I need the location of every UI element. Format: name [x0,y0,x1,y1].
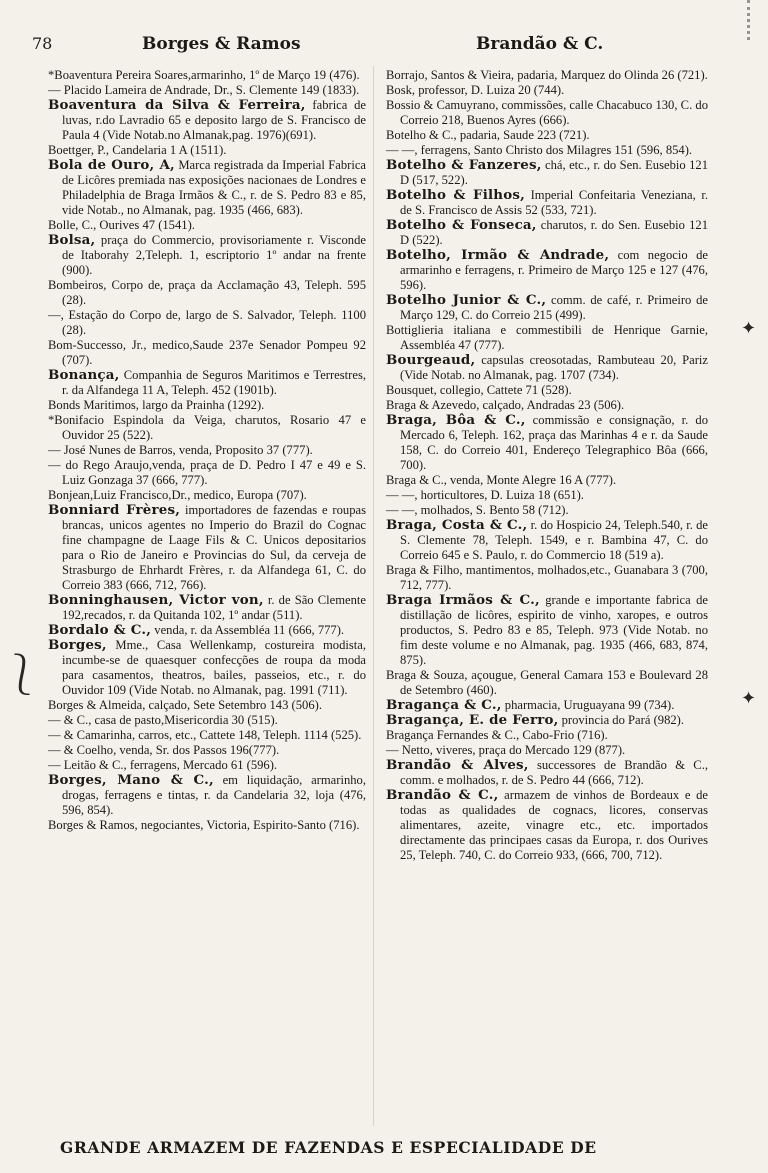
entry-text: — & Coelho, venda, Sr. dos Passos 196(777). [48,743,280,757]
directory-entry [386,158,708,188]
directory-entry [386,128,708,143]
directory-entry [386,713,708,728]
footer-banner: GRANDE ARMAZEM DE FAZENDAS E ESPECIALIDADE DE [60,1138,597,1157]
directory-entry [48,143,366,158]
directory-entry [386,83,708,98]
margin-mark-icon: ✦ [741,318,757,338]
entry-text: provincia do Pará (982). [558,713,685,727]
running-header [28,34,718,60]
entry-text: r. do Hospicio 24, Teleph.540, r. de S. Clemente 78, Teleph. 1549, e r. Bambina 47, C. do Correio 645 e S. Paulo, r. do Commercio 18 (519 a). [400,518,708,562]
directory-entry [48,458,366,488]
directory-entry [48,713,366,728]
directory-entry [386,668,708,698]
entry-name: Brandão & C., [386,787,499,803]
directory-entry [386,248,708,293]
entry-text: comm. de café, r. Primeiro de Março 129, C. do Correio 215 (499). [400,293,708,322]
page-number: 78 [32,34,53,53]
entry-text: — do Rego Araujo,venda, praça de D. Pedro I 47 e 49 e S. Luiz Gonzaga 37 (666, 777). [48,458,366,487]
directory-entry [48,398,366,413]
directory-entry [386,788,708,863]
entry-text: Bosk, professor, D. Luiza 20 (744). [386,83,565,97]
directory-entry [48,698,366,713]
entry-text: r. de São Clemente 192,recados, r. da Quitanda 102, 1º andar (511). [62,593,366,622]
header-right-title: Brandão & C. [476,34,604,54]
entry-text: Braga & Filho, mantimentos, molhados,etc., Guanabara 3 (700, 712, 777). [386,563,708,592]
entry-text: — Netto, viveres, praça do Mercado 129 (877). [386,743,626,757]
entry-text: Bolle, C., Ourives 47 (1541). [48,218,195,232]
entry-text: Braga & Souza, açougue, General Camara 153 e Boulevard 28 de Setembro (460). [386,668,708,697]
entry-text: Bom-Successo, Jr., medico,Saude 237e Senador Pompeu 92 (707). [48,338,366,367]
directory-entry [48,758,366,773]
directory-entry [48,233,366,278]
entry-text: Braga & C., venda, Monte Alegre 16 A (777). [386,473,617,487]
entry-text: armazem de vinhos de Bordeaux e de todas as qualidades de cognacs, licores, conservas alimentares, azeite, vinagre etc., etc. importados directamente das principaes casas da Europa, r. dos Ourives 25, Teleph. 740, C. do Correio 933, (666, 700, 712). [400,788,708,862]
directory-entry [386,503,708,518]
entry-name: Braga, Costa & C., [386,517,528,533]
directory-entry [386,383,708,398]
directory-entry [48,593,366,623]
entry-text: Bossio & Camuyrano, commissões, calle Chacabuco 130, C. do Correio 218, Buenos Ayres (666). [386,98,708,127]
entry-text: em liquidação, armarinho, drogas, ferragens e tintas, r. da Candelaria 32, loja (476, 596, 854). [62,773,366,817]
entry-name: Botelho & Fanzeres, [386,157,542,173]
entry-text: Braga & Azevedo, calçado, Andradas 23 (506). [386,398,625,412]
directory-entry [48,158,366,218]
entry-text: successores de Brandão & C., comm. e molhados, r. de S. Pedro 44 (666, 712). [400,758,708,787]
directory-entry [386,563,708,593]
entry-name: Botelho, Irmão & Andrade, [386,247,610,263]
entry-name: Botelho & Fonseca, [386,217,537,233]
directory-entry [48,98,366,143]
directory-entry [386,758,708,788]
directory-entry [386,293,708,323]
entry-text: Bottiglieria italiana e commestibili de Henrique Garnie, Assembléa 47 (777). [386,323,708,352]
entry-name: Bordalo & C., [48,622,152,638]
entry-name: Borges, Mano & C., [48,772,214,788]
left-column [48,68,366,833]
entry-text: — —, molhados, S. Bento 58 (712). [386,503,569,517]
entry-name: Bonança, [48,367,120,383]
directory-entry [386,593,708,668]
directory-entry [386,728,708,743]
entry-text: Bonjean,Luiz Francisco,Dr., medico, Europa (707). [48,488,307,502]
entry-text: Borges & Ramos, negociantes, Victoria, Espirito-Santo (716). [48,818,360,832]
directory-entry [48,503,366,593]
directory-entry [48,638,366,698]
margin-bracket-icon: ⎱ [2,652,42,697]
directory-entry [48,68,366,83]
column-divider [373,66,374,1126]
directory-entry [386,473,708,488]
directory-entry [48,278,366,308]
margin-mark-icon: ✦ [741,688,757,708]
page-edge-mark [747,0,762,40]
entry-name: Bragança & C., [386,697,502,713]
entry-text: grande e importante fabrica de distillação de licôres, espirito de vinho, xaropes, e outros productos, S. Pedro 83 e 85, Teleph. 973 (Vide Notab. no fim deste volume e no Almanak, pag. 1935 (466, 683, 874, 875). [400,593,708,667]
directory-entry [386,218,708,248]
entry-text: Botelho & C., padaria, Saude 223 (721). [386,128,590,142]
entry-text: Marca registrada da Imperial Fabrica de Licôres premiada nas exposições nacionaes de Londres e Philadelphia de Braga Irmãos & C., r. de S. Pedro 83 e 85, vide Notab., no Almanak, pag. 1935 (466, 683). [62,158,366,217]
directory-entry [386,188,708,218]
directory-entry [386,323,708,353]
entry-name: Bolsa, [48,232,96,248]
entry-name: Bonniard Frères, [48,502,181,518]
entry-text: importadores de fazendas e roupas brancas, unicos agentes no Imperio do Brazil do Cognac fine champagne de Laage Fils & C. Unicos depositarios para o Rio de Janeiro e Provincias do Sul, da cerveja de Strasburgo de Ehrhardt Frères, r. da Alfandega 61, C. do Correio 383 (666, 712, 766). [62,503,366,592]
entry-text: chá, etc., r. do Sen. Eusebio 121 D (517, 522). [400,158,708,187]
entry-text: charutos, r. do Sen. Eusebio 121 D (522). [400,218,708,247]
entry-name: Borges, [48,637,107,653]
entry-text: Mme., Casa Wellenkamp, costureira modista, incumbe-se de quaesquer confecções de roupa da moda para casamentos, theatros, bailes, passeios, etc., r. do Ouvidor 109 (Vide Notab. no Almanak, pag. 1991 (711). [62,638,366,697]
directory-entry [386,143,708,158]
entry-name: Bola de Ouro, A, [48,157,175,173]
entry-name: Braga, Bôa & C., [386,412,526,428]
entry-name: Braga Irmãos & C., [386,592,540,608]
entry-text: *Boaventura Pereira Soares,armarinho, 1º de Março 19 (476). [48,68,360,82]
entry-text: Boettger, P., Candelaria 1 A (1511). [48,143,227,157]
directory-entry [386,98,708,128]
entry-text: Bombeiros, Corpo de, praça da Acclamação 43, Teleph. 595 (28). [48,278,366,307]
entry-text: —, Estação do Corpo de, largo de S. Salvador, Teleph. 1100 (28). [48,308,366,337]
directory-entry [386,518,708,563]
directory-entry [48,368,366,398]
entry-text: — —, ferragens, Santo Christo dos Milagres 151 (596, 854). [386,143,693,157]
entry-text: commissão e consignação, r. do Mercado 6, Teleph. 162, praça das Marinhas 4 e r. da Saude 158, C. do Correio 401, Endereço Telegraphico Bôa (666, 700). [400,413,708,472]
directory-entry [386,68,708,83]
entry-name: Brandão & Alves, [386,757,529,773]
directory-entry [48,623,366,638]
directory-entry [48,308,366,338]
directory-entry [386,743,708,758]
header-left-title: Borges & Ramos [142,34,301,54]
directory-entry [48,83,366,98]
entry-text: Borges & Almeida, calçado, Sete Setembro 143 (506). [48,698,322,712]
entry-text: com negocio de armarinho e ferragens, r. Primeiro de Março 125 e 127 (476, 596). [400,248,708,292]
entry-text: — —, horticultores, D. Luiza 18 (651). [386,488,584,502]
entry-text: — Leitão & C., ferragens, Mercado 61 (596). [48,758,278,772]
directory-entry [48,488,366,503]
entry-text: Bonds Maritimos, largo da Prainha (1292). [48,398,265,412]
entry-text: praça do Commercio, provisoriamente r. Visconde de Itaborahy 2,Teleph. 1, escriptorio 1º andar na frente (900). [62,233,366,277]
directory-entry [48,728,366,743]
entry-text: Bousquet, collegio, Cattete 71 (528). [386,383,572,397]
directory-entry [386,353,708,383]
directory-entry [48,743,366,758]
directory-entry [48,218,366,233]
directory-entry [386,413,708,473]
directory-entry [386,488,708,503]
directory-entry [48,413,366,443]
directory-entry [48,443,366,458]
entry-text: Companhia de Seguros Maritimos e Terrestres, r. da Alfandega 11 A, Teleph. 452 (1901b). [62,368,366,397]
entry-text: fabrica de luvas, r.do Lavradio 65 e deposito largo de S. Francisco de Paula 4 (Vide Notab.no Almanak,pag. 1976)(691). [62,98,366,142]
entry-name: Bonninghausen, Victor von, [48,592,264,608]
entry-text: Borrajo, Santos & Vieira, padaria, Marquez do Olinda 26 (721). [386,68,708,82]
entry-text: Bragança Fernandes & C., Cabo-Frio (716). [386,728,608,742]
directory-entry [48,773,366,818]
entry-text: — & Camarinha, carros, etc., Cattete 148, Teleph. 1114 (525). [48,728,362,742]
entry-text: — Placido Lameira de Andrade, Dr., S. Clemente 149 (1833). [48,83,360,97]
entry-text: capsulas creosotadas, Rambuteau 20, Pariz (Vide Notab. no Almanak, pag. 1707 (734). [400,353,708,382]
entry-text: — & C., casa de pasto,Misericordia 30 (515). [48,713,278,727]
entry-name: Boaventura da Silva & Ferreira, [48,97,306,113]
directory-entry [386,698,708,713]
directory-entry [48,338,366,368]
entry-text: Imperial Confeitaria Veneziana, r. de S. Francisco de Assis 52 (533, 721). [400,188,708,217]
directory-entry [48,818,366,833]
right-column [386,68,708,863]
entry-text: pharmacia, Uruguayana 99 (734). [501,698,675,712]
entry-name: Botelho & Filhos, [386,187,525,203]
directory-entry [386,398,708,413]
entry-text: venda, r. da Assembléa 11 (666, 777). [151,623,345,637]
entry-name: Bragança, E. de Ferro, [386,712,559,728]
entry-name: Botelho Junior & C., [386,292,547,308]
entry-text: — José Nunes de Barros, venda, Proposito 37 (777). [48,443,313,457]
entry-name: Bourgeaud, [386,352,476,368]
entry-text: *Bonifacio Espindola da Veiga, charutos, Rosario 47 e Ouvidor 25 (522). [48,413,366,442]
